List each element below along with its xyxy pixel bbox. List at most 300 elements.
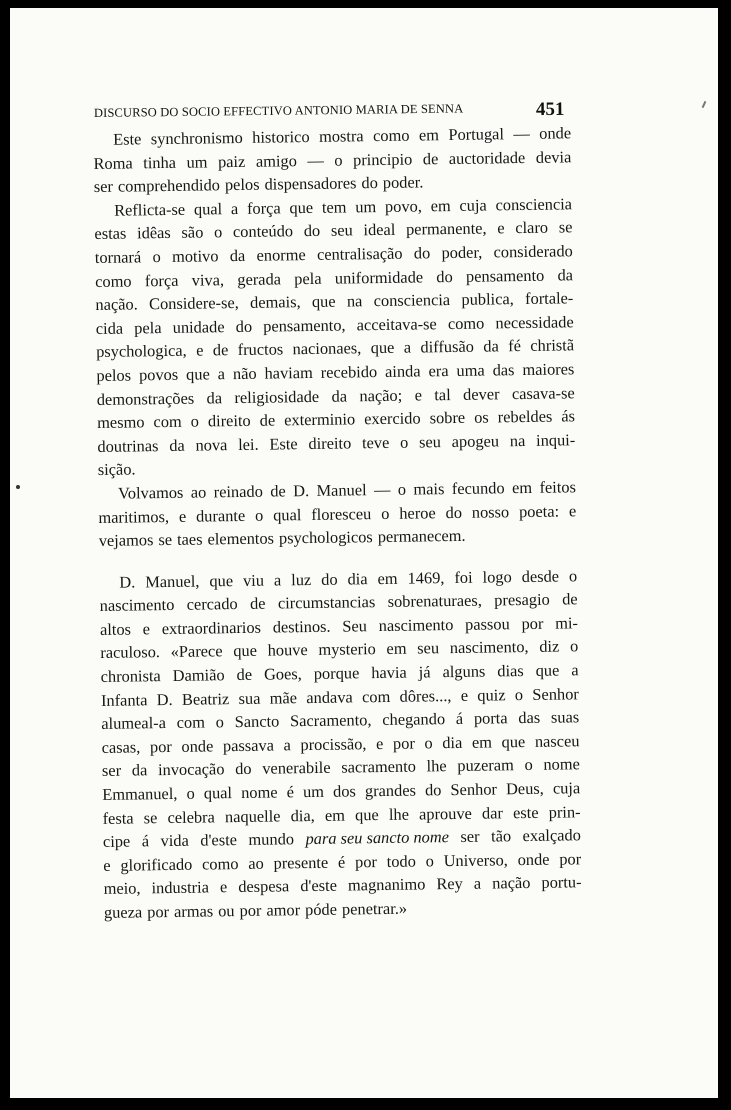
- word: um: [355, 196, 377, 217]
- word: com: [361, 686, 391, 706]
- word: vida: [160, 830, 189, 851]
- word: mais: [413, 479, 445, 499]
- word: psychologicos: [278, 527, 373, 548]
- word: nasceu: [534, 731, 580, 751]
- word: nome: [240, 782, 278, 803]
- word: rebeldes: [497, 406, 553, 427]
- word: Emmanuel,: [102, 783, 178, 804]
- word: nascimento,: [449, 637, 529, 658]
- word: naquelle: [224, 806, 281, 826]
- paragraph: [98, 475, 577, 552]
- word: para seu sancto nome: [305, 827, 450, 849]
- word: onde: [181, 736, 214, 756]
- word: e: [103, 855, 111, 875]
- word: fecundo: [451, 478, 505, 498]
- word: o: [399, 432, 409, 452]
- word: destinos.: [272, 616, 331, 637]
- word: mi-: [554, 613, 579, 633]
- word: o: [381, 503, 390, 523]
- word: ou: [218, 901, 235, 921]
- word: nacionaes,: [292, 338, 362, 359]
- word: houve: [267, 640, 308, 661]
- word: de: [561, 589, 578, 609]
- word: unidade: [172, 316, 225, 337]
- word: Beatriz: [181, 688, 230, 709]
- word: porta: [473, 708, 508, 728]
- word: se: [158, 530, 173, 550]
- word: em: [471, 732, 493, 752]
- word: o: [524, 755, 533, 775]
- word: centralisação: [316, 243, 403, 264]
- word: são: [181, 222, 204, 243]
- body-text: [93, 121, 582, 924]
- word: —: [307, 150, 324, 170]
- word: religiosidade: [234, 386, 320, 407]
- word: 1469,: [407, 567, 445, 588]
- word: diffusão: [420, 337, 475, 357]
- word: devia: [535, 146, 572, 167]
- word: ser: [460, 826, 480, 847]
- word: em: [324, 805, 346, 825]
- word: por: [521, 613, 544, 633]
- word: durante: [195, 505, 246, 526]
- word: reinado: [213, 481, 263, 502]
- word: demonstrações: [96, 388, 195, 409]
- word: porque: [313, 663, 360, 684]
- word: poder,: [441, 242, 483, 263]
- word: dôres...,: [399, 685, 452, 706]
- word: lhe: [426, 756, 447, 776]
- word: cercado: [186, 594, 238, 615]
- word: que: [354, 804, 379, 825]
- word: que: [233, 641, 258, 661]
- word: glorificado: [120, 854, 193, 875]
- word: estas: [94, 223, 127, 244]
- word: a: [403, 337, 412, 358]
- word: foi: [454, 567, 473, 587]
- word: qual: [193, 198, 223, 219]
- word: com: [153, 411, 182, 432]
- word: Damião: [172, 665, 225, 686]
- word: sacramento: [341, 756, 417, 778]
- word: aprouve: [418, 803, 472, 824]
- word: tão: [490, 826, 512, 846]
- word: christã: [530, 335, 575, 356]
- word: um: [302, 781, 325, 802]
- word: chronista: [100, 666, 161, 687]
- word: o: [424, 733, 433, 753]
- word: sobre: [429, 407, 466, 428]
- word: força: [144, 270, 179, 290]
- word: do: [361, 173, 378, 193]
- word: synchronismo: [150, 127, 243, 149]
- word: do: [424, 780, 442, 800]
- word: mesmo: [96, 412, 145, 433]
- word: D.: [119, 572, 136, 592]
- word: casas,: [101, 737, 141, 757]
- word: os: [473, 407, 489, 427]
- word: ao: [248, 853, 264, 873]
- word: raculoso.: [100, 642, 161, 663]
- word: motivo: [171, 246, 219, 266]
- word: o: [569, 636, 579, 656]
- word: armas: [173, 901, 214, 921]
- word: e: [195, 340, 204, 360]
- ink-speck: [16, 485, 20, 489]
- word: da: [206, 387, 223, 407]
- word: na: [346, 291, 363, 311]
- word: o: [334, 150, 343, 170]
- word: a: [571, 660, 579, 680]
- word: de: [236, 664, 253, 685]
- word: de: [259, 410, 276, 430]
- word: procissão,: [300, 734, 367, 755]
- word: Este: [113, 129, 142, 149]
- word: Senhor: [450, 779, 498, 800]
- word: o: [254, 505, 264, 525]
- word: é: [286, 782, 295, 802]
- word: gerada: [237, 268, 282, 289]
- word: como: [201, 853, 239, 874]
- word: á: [141, 831, 150, 851]
- word: por: [354, 851, 378, 872]
- word: exalçado: [522, 825, 581, 846]
- word: cipe: [102, 831, 131, 852]
- word: publica,: [461, 289, 514, 310]
- word: passava: [222, 735, 275, 756]
- word: pela: [134, 317, 162, 338]
- word: e: [568, 500, 577, 520]
- word: «Parece: [170, 641, 223, 662]
- word: havia: [371, 662, 407, 683]
- word: d'este: [300, 876, 338, 896]
- word: por: [559, 849, 582, 869]
- word: dar: [481, 802, 504, 823]
- word: industria: [151, 877, 210, 898]
- word: ainda: [384, 361, 421, 381]
- word: alumeal-a: [101, 713, 167, 734]
- word: tornará: [94, 247, 142, 267]
- word: dia: [442, 732, 463, 753]
- word: dever: [462, 383, 500, 404]
- word: Universo,: [443, 850, 508, 870]
- word: venerabile: [262, 758, 331, 779]
- page-header: [94, 95, 564, 121]
- word: em: [386, 639, 407, 659]
- word: suas: [550, 707, 580, 727]
- word: de: [249, 593, 266, 614]
- word: na: [509, 430, 526, 450]
- word: Este: [269, 433, 298, 454]
- word: pelos: [224, 174, 260, 195]
- word: dias: [497, 661, 524, 681]
- word: se: [558, 217, 573, 237]
- word: consciencia: [373, 290, 451, 311]
- word: pensamento,: [263, 315, 346, 336]
- word: andava: [306, 687, 353, 707]
- word: das: [492, 360, 515, 380]
- word: diz: [539, 637, 560, 657]
- word: comprehendido: [117, 175, 221, 196]
- word: —: [513, 123, 530, 144]
- word: o: [152, 247, 161, 267]
- word: de: [270, 481, 286, 501]
- word: que: [501, 731, 526, 752]
- word: Portugal: [448, 124, 505, 145]
- word: como: [372, 125, 410, 146]
- word: casava-se: [511, 382, 575, 403]
- word: nascimento: [99, 595, 175, 616]
- word: ser: [93, 176, 114, 197]
- word: e: [375, 733, 384, 753]
- word: e: [414, 384, 423, 405]
- word: da: [483, 336, 499, 356]
- word: do: [413, 243, 431, 263]
- word: Sacramento,: [289, 710, 372, 731]
- word: que: [535, 660, 560, 680]
- word: não: [232, 363, 257, 384]
- word: força: [246, 198, 281, 218]
- word: da: [331, 386, 348, 406]
- word: despesa: [238, 876, 290, 897]
- word: Deus,: [505, 778, 544, 799]
- word: da: [131, 760, 148, 780]
- word: mostra: [318, 126, 364, 146]
- word: em: [377, 568, 398, 588]
- word: o: [514, 684, 524, 704]
- word: d'este: [200, 830, 238, 850]
- word: do: [321, 569, 338, 589]
- word: chegando: [382, 709, 446, 730]
- word: pelos: [96, 365, 132, 385]
- word: invocação: [157, 759, 225, 780]
- word: sua: [238, 688, 261, 708]
- word: haviam: [264, 362, 313, 383]
- word: inqui-: [535, 430, 576, 450]
- word: o: [213, 222, 223, 242]
- word: do: [445, 502, 463, 522]
- word: fé: [508, 336, 522, 356]
- word: conteúdo: [232, 221, 294, 242]
- word: direito: [308, 433, 352, 453]
- word: por: [392, 733, 415, 753]
- word: tem: [321, 197, 347, 217]
- word: sição.: [97, 459, 136, 480]
- paragraph: [93, 121, 572, 198]
- word: Goes,: [263, 664, 302, 684]
- word: como: [95, 271, 132, 291]
- word: puzeram: [457, 755, 514, 776]
- word: Manuel: [316, 480, 367, 500]
- word: e: [219, 877, 228, 897]
- word: amigo: [255, 150, 297, 171]
- word: D.: [156, 689, 173, 709]
- word: e: [460, 685, 469, 705]
- word: tinha: [143, 152, 177, 172]
- word: passou: [464, 614, 510, 634]
- word: recebido: [320, 361, 378, 382]
- word: que: [185, 364, 210, 384]
- word: em: [430, 195, 451, 216]
- word: o: [190, 411, 200, 431]
- word: ser: [101, 761, 122, 781]
- word: —: [373, 479, 391, 500]
- word: sobrenaturaes,: [387, 590, 482, 612]
- word: cida: [95, 318, 124, 338]
- word: nação: [492, 873, 531, 893]
- word: onde: [539, 123, 572, 143]
- word: heroe: [399, 502, 436, 523]
- word: o: [568, 565, 578, 586]
- word: do: [436, 266, 453, 286]
- word: celebra: [167, 806, 215, 827]
- word: que: [370, 338, 395, 358]
- word: mãe: [269, 687, 298, 708]
- word: se: [143, 807, 158, 827]
- word: maiores: [522, 359, 575, 379]
- word: a: [283, 735, 291, 755]
- word: magnanimo: [347, 874, 426, 895]
- word: a: [217, 364, 226, 384]
- word: Manuel,: [145, 571, 200, 592]
- word: Considere-se,: [148, 293, 239, 314]
- word: feitos: [539, 477, 577, 497]
- word: do: [235, 316, 253, 336]
- word: grandes: [364, 780, 417, 801]
- word: exterminio: [284, 409, 356, 430]
- word: do: [303, 221, 321, 241]
- word: necessidade: [495, 312, 574, 333]
- word: a: [230, 198, 239, 218]
- word: maritimos,: [98, 506, 170, 527]
- word: Seu: [342, 616, 368, 636]
- word: que: [289, 197, 314, 218]
- word: consciencia: [495, 194, 573, 215]
- word: todo: [386, 851, 416, 871]
- word: seu: [417, 638, 440, 658]
- word: paiz: [217, 151, 246, 171]
- word: Roma: [93, 153, 133, 173]
- word: desde: [521, 566, 560, 586]
- word: nova: [195, 434, 228, 455]
- word: demais,: [249, 292, 301, 312]
- word: qual: [203, 783, 233, 803]
- word: o: [186, 783, 195, 803]
- word: prin-: [548, 801, 581, 822]
- word: já: [418, 662, 431, 682]
- word: da: [229, 245, 246, 266]
- word: e: [497, 218, 505, 238]
- word: portu-: [541, 872, 582, 893]
- word: de: [212, 340, 229, 360]
- word: com: [176, 712, 206, 733]
- word: fortale-: [524, 288, 574, 309]
- word: e: [142, 619, 151, 639]
- word: enorme: [256, 245, 306, 265]
- word: Sancto: [234, 711, 280, 732]
- word: extraordinarios: [161, 617, 262, 638]
- word: logo: [482, 566, 512, 587]
- word: cuja: [459, 195, 487, 215]
- word: idêas: [136, 223, 171, 243]
- word: altos: [99, 619, 132, 639]
- word: quiz: [477, 684, 506, 705]
- word: mysterio: [318, 639, 376, 660]
- page-number: 451: [535, 98, 565, 121]
- word: fructos: [237, 339, 284, 360]
- word: em: [511, 477, 533, 498]
- word: circumstancias: [277, 592, 376, 613]
- word: e: [178, 506, 187, 526]
- word: exercido: [364, 408, 421, 429]
- word: poeta:: [518, 501, 560, 521]
- running-head: DISCURSO DO SOCIO EFFECTIVO ANTONIO MARIA DE SENNA: [93, 101, 464, 121]
- word: presagio: [494, 589, 550, 610]
- word: da: [169, 435, 185, 455]
- word: dispensadores: [264, 173, 357, 194]
- word: acceitava-se: [356, 313, 437, 335]
- word: nação;: [359, 385, 403, 405]
- word: vejamos: [98, 530, 154, 551]
- word: qual: [273, 504, 302, 525]
- word: ideal: [363, 220, 396, 240]
- word: Senhor: [532, 683, 579, 704]
- word: lhe: [388, 804, 410, 824]
- word: dos: [332, 781, 356, 801]
- word: viu: [242, 570, 265, 590]
- word: que: [209, 570, 234, 591]
- word: por: [147, 902, 170, 922]
- word: dia: [347, 568, 368, 589]
- word: Reflicta-se: [114, 199, 186, 220]
- word: como: [447, 313, 485, 333]
- word: a: [273, 570, 282, 590]
- word: do: [235, 759, 252, 779]
- word: que: [311, 291, 336, 312]
- word: mundo: [248, 829, 295, 850]
- word: das: [518, 708, 541, 728]
- word: historico: [252, 126, 310, 147]
- word: presente: [273, 852, 329, 873]
- word: gueza: [103, 902, 143, 922]
- word: teve: [361, 432, 390, 452]
- word: considerado: [493, 241, 573, 262]
- word: taes: [176, 529, 203, 549]
- word: claro: [515, 218, 549, 238]
- word: pensamento: [465, 265, 545, 286]
- word: a: [473, 874, 482, 894]
- word: tal: [434, 384, 451, 404]
- word: seu: [418, 431, 442, 452]
- word: seu: [330, 220, 353, 241]
- word: nosso: [471, 501, 510, 522]
- word: onde: [517, 849, 550, 869]
- word: uma: [456, 360, 485, 380]
- word: permanecem.: [377, 525, 466, 547]
- word: psychologica,: [95, 341, 187, 362]
- paragraph: [94, 192, 576, 482]
- word: nação.: [95, 294, 138, 315]
- word: em: [418, 125, 440, 145]
- word: doutrinas: [97, 435, 159, 456]
- word: um: [186, 151, 208, 172]
- word: alguns: [442, 661, 486, 682]
- word: nome: [543, 754, 580, 775]
- paragraph: [99, 564, 582, 925]
- word: era: [428, 360, 449, 381]
- word: Infanta: [100, 689, 148, 710]
- word: da: [557, 264, 574, 285]
